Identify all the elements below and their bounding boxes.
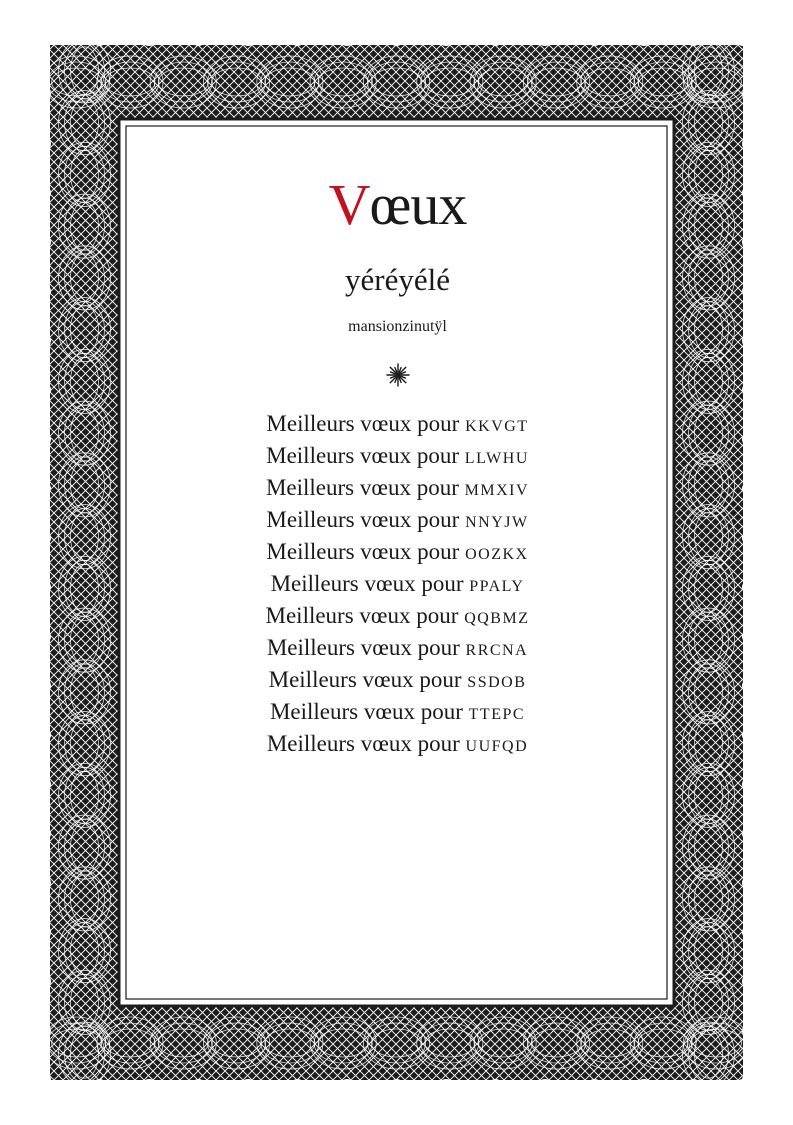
wish-name: oozkx xyxy=(465,539,529,564)
wish-name: uufqd xyxy=(465,731,529,756)
wish-line xyxy=(131,632,664,664)
wish-name: rrcna xyxy=(465,635,529,660)
wish-name: ttepc xyxy=(468,699,526,724)
wish-name: ssdob xyxy=(467,667,527,692)
wish-prefix: Meilleurs vœux pour xyxy=(266,507,466,532)
wish-line xyxy=(131,568,664,600)
wish-prefix: Meilleurs vœux pour xyxy=(268,667,468,692)
wish-line xyxy=(131,728,664,760)
wish-prefix: Meilleurs vœux pour xyxy=(266,411,466,436)
wish-name: mmxiv xyxy=(464,475,530,500)
page-title xyxy=(131,172,664,237)
wish-prefix: Meilleurs vœux pour xyxy=(269,699,469,724)
certificate-body xyxy=(131,131,664,997)
wish-name: llwhu xyxy=(464,443,529,468)
wish-name: nnyjw xyxy=(465,507,529,532)
wish-line xyxy=(131,504,664,536)
wish-line xyxy=(131,600,664,632)
wish-prefix: Meilleurs vœux pour xyxy=(265,475,465,500)
wish-line xyxy=(131,696,664,728)
wish-prefix: Meilleurs vœux pour xyxy=(266,443,465,468)
wish-line xyxy=(131,664,664,696)
byline: mansionzinutÿl xyxy=(348,318,447,335)
wish-line xyxy=(131,472,664,504)
wish-line xyxy=(131,536,664,568)
wish-name: kkvgt xyxy=(465,411,529,436)
wish-prefix: Meilleurs vœux pour xyxy=(265,603,465,628)
asterisk-ornament-icon xyxy=(386,363,410,387)
subtitle: yéréyélé xyxy=(345,262,450,297)
wish-prefix: Meilleurs vœux pour xyxy=(266,731,466,756)
title-initial: V xyxy=(328,172,370,237)
title-rest: œux xyxy=(369,172,467,237)
wish-list xyxy=(131,408,664,760)
wish-name: ppaly xyxy=(469,571,525,596)
wish-prefix: Meilleurs vœux pour xyxy=(270,571,470,596)
wish-prefix: Meilleurs vœux pour xyxy=(266,539,466,564)
wish-line xyxy=(131,440,664,472)
wish-name: qqbmz xyxy=(464,603,530,628)
wish-prefix: Meilleurs vœux pour xyxy=(266,635,466,660)
wish-line xyxy=(131,408,664,440)
